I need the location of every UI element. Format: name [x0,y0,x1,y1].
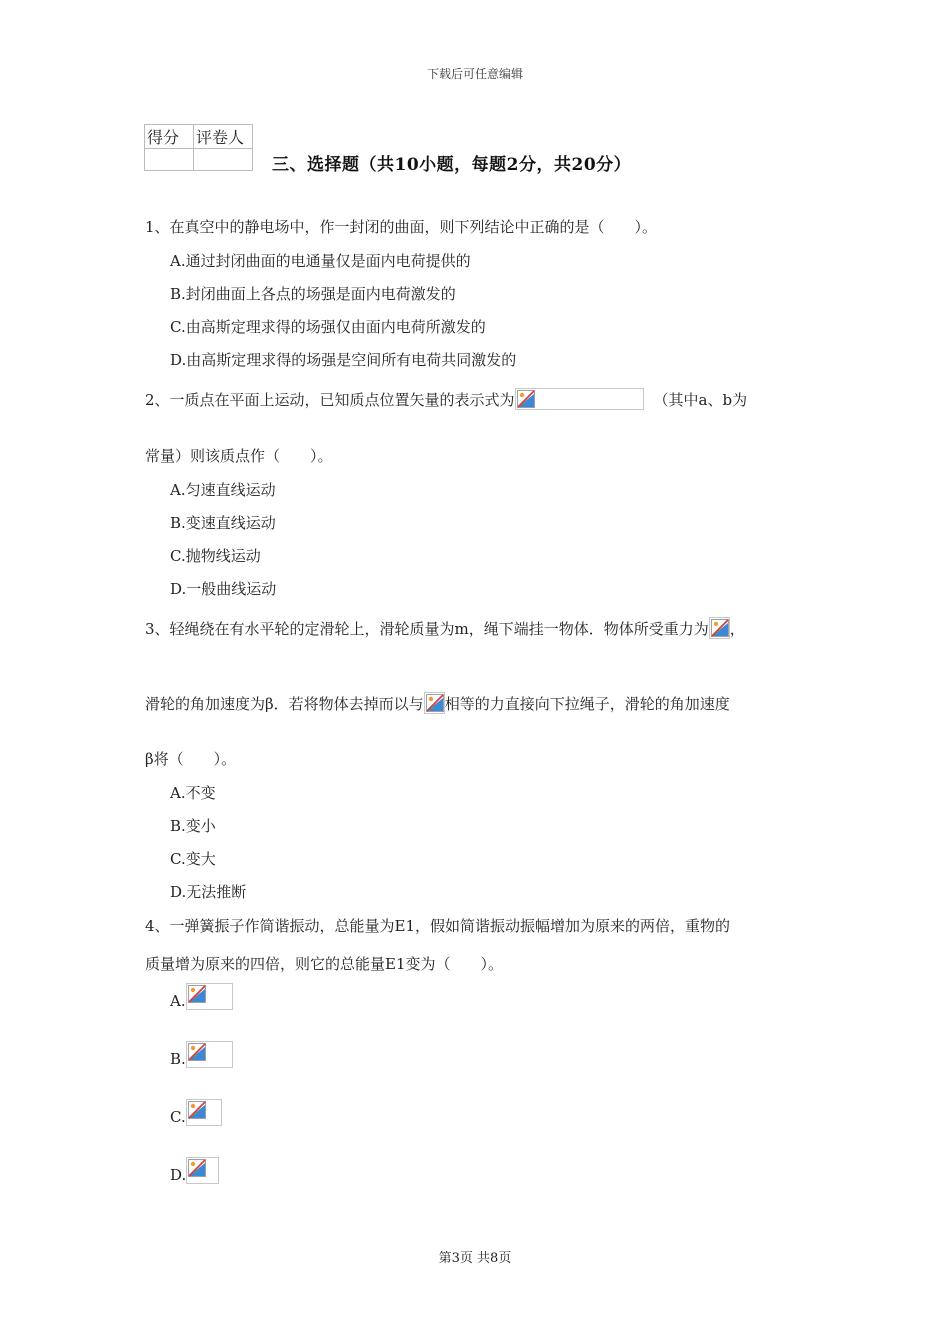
question-4-line-2: 质量增为原来的四倍，则它的总能量E1变为（ ）。 [145,955,503,973]
q4-option-a-label: A. [170,992,186,1010]
q4-option-c-label: C. [170,1108,186,1126]
broken-image-icon [186,1099,222,1126]
q1-option-d: D.由高斯定理求得的场强是空间所有电荷共同激发的 [170,351,517,369]
question-3-line-2 [145,692,730,714]
grader-cell[interactable] [194,149,253,171]
q2-option-d: D.一般曲线运动 [170,580,277,598]
q2-option-c: C.抛物线运动 [170,547,261,565]
broken-image-icon [186,983,233,1010]
q2-text-post: （其中a、b为 [653,391,748,409]
section-title: 三、选择题（共10小题，每题2分，共20分） [272,155,632,175]
question-3-line-3: β将（ ）。 [145,750,237,768]
q3-option-b: B.变小 [170,817,216,835]
broken-image-icon [709,617,730,639]
q4-option-b [170,1041,233,1068]
q2-option-b: B.变速直线运动 [170,514,276,532]
score-table [144,124,253,171]
q3-option-d: D.无法推断 [170,883,247,901]
question-2-line-1 [145,388,747,410]
q4-option-d-label: D. [170,1166,187,1184]
broken-image-icon [515,388,644,410]
q4-option-c [170,1099,222,1126]
q3-text-pre: 3、轻绳绕在有水平轮的定滑轮上，滑轮质量为m，绳下端挂一物体．物体所受重力为 [145,620,709,638]
q4-option-b-label: B. [170,1050,186,1068]
broken-image-icon [186,1041,233,1068]
grader-label: 评卷人 [194,125,253,149]
q3-line2-pre: 滑轮的角加速度为β．若将物体去掉而以与 [145,695,424,713]
q2-text-pre: 2、一质点在平面上运动，已知质点位置矢量的表示式为 [145,391,515,409]
q2-option-a: A.匀速直线运动 [170,481,276,499]
q3-option-c: C.变大 [170,850,216,868]
q4-option-a [170,983,233,1010]
q3-text-post: ， [729,620,745,638]
q3-line2-post: 相等的力直接向下拉绳子，滑轮的角加速度 [444,695,730,713]
score-cell[interactable] [145,149,194,171]
q1-option-c: C.由高斯定理求得的场强仅由面内电荷所激发的 [170,318,486,336]
page-header: 下载后可任意编辑 [426,67,523,81]
question-3-line-1 [145,617,745,639]
q1-option-b: B.封闭曲面上各点的场强是面内电荷激发的 [170,285,456,303]
question-4-line-1: 4、一弹簧振子作简谐振动，总能量为E1，假如简谐振动振幅增加为原来的两倍，重物的 [145,917,731,935]
q1-option-a: A.通过封闭曲面的电通量仅是面内电荷提供的 [170,252,471,270]
broken-image-icon [186,1157,219,1184]
page-footer: 第3页 共8页 [438,1251,512,1266]
question-1-text: 1、在真空中的静电场中，作一封闭的曲面，则下列结论中正确的是（ ）。 [145,218,658,236]
q3-option-a: A.不变 [170,784,216,802]
q4-option-d [170,1157,219,1184]
broken-image-icon [424,692,445,714]
question-2-line-2: 常量）则该质点作（ ）。 [145,447,333,465]
score-label: 得分 [145,125,194,149]
